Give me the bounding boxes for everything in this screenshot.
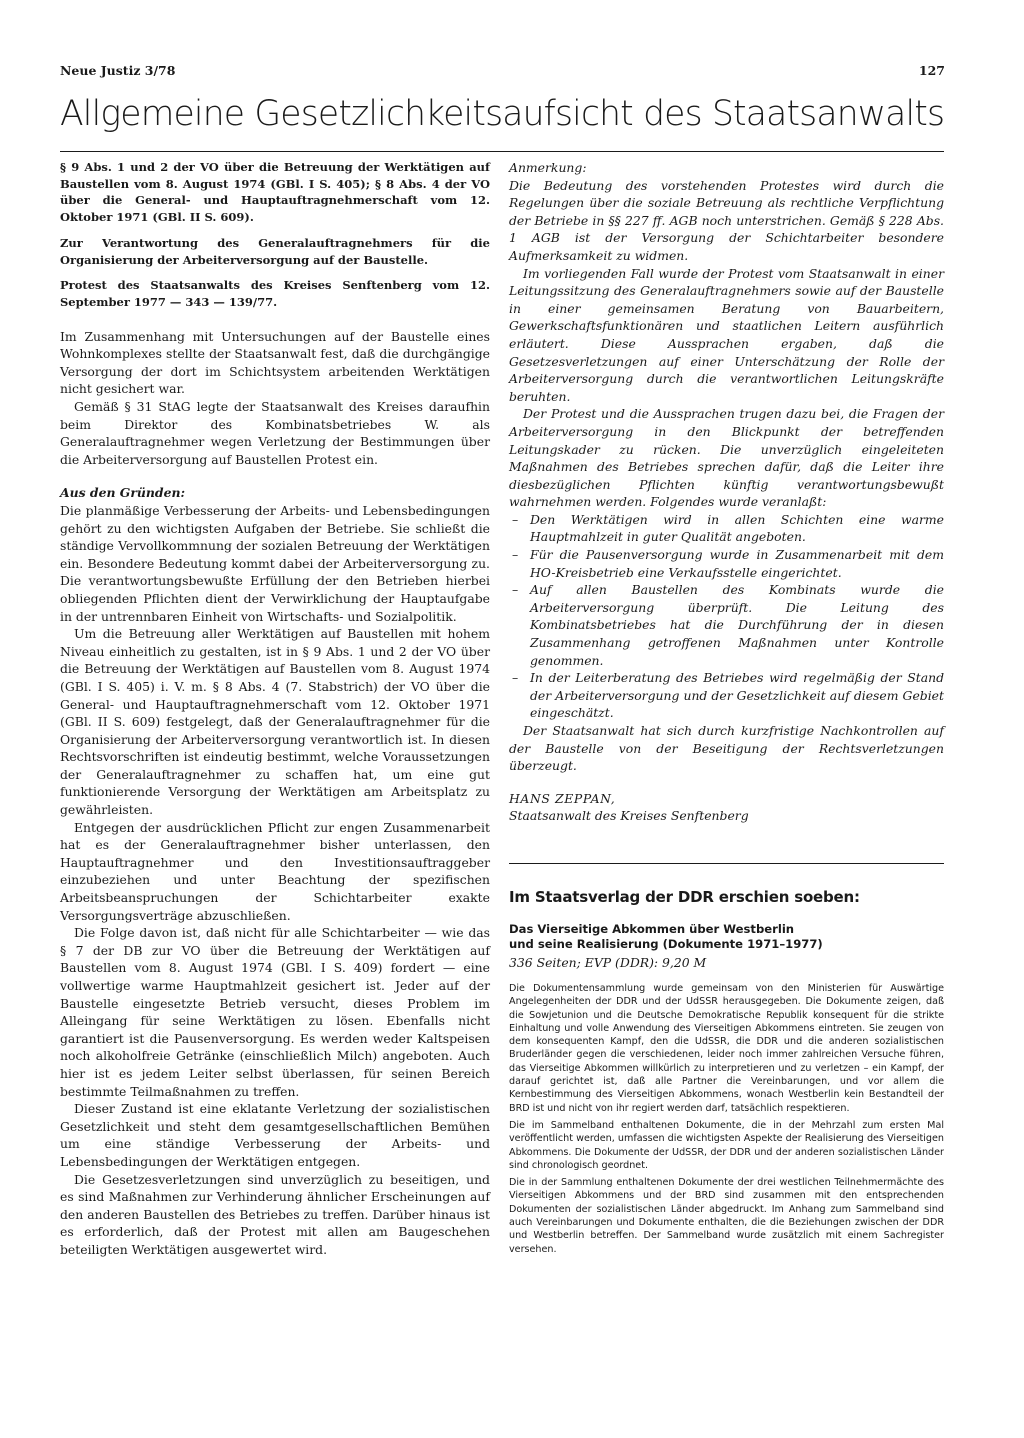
protest-citation: Protest des Staatsanwalts des Kreises Senftenberg vom 12. September 1977 — 343 — 139/77. (60, 278, 490, 309)
legal-references: § 9 Abs. 1 und 2 der VO über die Betreuung der Werktätigen auf Baustellen vom 8. August 1974 (GBl. I S. 405); § 8 Abs. 4 der VO über die General- und Hauptauftragnehmerschaft vom 12. Oktober 1971 (GBl. II S. 609). (60, 160, 490, 225)
left-column (60, 159, 490, 1259)
page-number: 127 (918, 63, 945, 78)
paragraph: Im vorliegenden Fall wurde der Protest vom Staatsanwalt in einer Leitungssitzung des Generalauftragnehmers sowie auf der Baustelle in einer gemeinsamen Beratung von Bauarbeitern, Gewerkschaftsfunktionären und staatlichen Leitern ausführlich erläutert. Diese Aussprachen ergaben, daß die Gesetzesverletzungen auf einer Unterschätzung der Rolle der Arbeiterversorgung durch die verantwortlichen Leitungskräfte beruhten. (509, 265, 944, 404)
title-rule (60, 151, 944, 152)
right-column (509, 159, 944, 825)
publisher-announcement (509, 888, 944, 1260)
paragraph: Die Bedeutung des vorstehenden Protestes wird durch die Regelungen über die soziale Betreuung als rechtliche Verpflichtung der Betriebe in §§ 227 ff. AGB noch unterstrichen. Gemäß § 228 Abs. 1 AGB ist der Versorgung der Schichtarbeiter besondere Aufmerksamkeit zu widmen. (509, 177, 944, 263)
paragraph: Die in der Sammlung enthaltenen Dokumente der drei westlichen Teilnehmermächte des Vierseitigen Abkommens und der BRD sind zusammen mit den entsprechenden Dokumenten der sozialistischen Länder abgedruckt. Im Anhang zum Sammelband sind auch Vereinbarungen und Dokumente enthalten, die die Beziehungen zwischen der DDR und Westberlin betreffen. Der Sammelband wurde zusätzlich mit einem Sachregister versehen. (509, 1177, 944, 1255)
book-title (509, 922, 944, 952)
author-role: Staatsanwalt des Kreises Senftenberg (509, 808, 749, 824)
running-header (60, 63, 945, 78)
author-name: HANS ZEPPAN, (509, 790, 616, 806)
paragraph: Die Dokumentensammlung wurde gemeinsam von den Ministerien für Auswärtige Angelegenheiten der DDR und der UdSSR herausgegeben. Die Dokumente zeigen, daß die Sowjetunion und die Deutsche Demokratische Republik konsequent für die strikte Einhaltung und volle Anwendung des Vierseitigen Abkommens eintreten. Sie zeugen von dem konsequenten Kampf, den die UdSSR, die DDR und die anderen sozialistischen Bruderländer gegen die verschiedenen, leider noch immer zahlreichen Versuche führen, das Vierseitige Abkommen willkürlich zu interpretieren und zu verletzen – ein Kampf, der darauf gerichtet ist, daß alle Partner die Vereinbarungen, und vor allem die Kernbestimmung des Vierseitigen Abkommens, wonach Westberlin kein Bestandteil der BRD ist und nicht von ihr regiert werden darf, tatsächlich respektieren. (509, 983, 944, 1114)
book-meta: 336 Seiten; EVP (DDR): 9,20 M (509, 955, 707, 970)
annotation-heading: Anmerkung: (509, 160, 587, 175)
book-title-line: und seine Realisierung (Dokumente 1971–1977) (509, 937, 823, 951)
paragraph: Die planmäßige Verbesserung der Arbeits- und Lebensbedingungen gehört zu den wichtigsten Aufgaben der Betriebe. Sie schließt die ständige Vervollkommnung der sozialen Betreuung der Werktätigen ein. Besondere Bedeutung kommt dabei der Arbeiterversorgung zu. Die verantwortungsbewußte Erfüllung der den Betrieben hierbei obliegenden Pflichten dient der Verwirklichung der Hauptaufgabe in der untrennbaren Einheit von Wirtschafts- und Sozialpolitik. (60, 502, 490, 624)
measures-list (509, 511, 944, 722)
paragraph: Um die Betreuung aller Werktätigen auf Baustellen mit hohem Niveau einheitlich zu gestalten, ist in § 9 Abs. 1 und 2 der VO über die Betreuung der Werktätigen auf Baustellen vom 8. August 1974 (GBl. I S. 405) i. V. m. § 8 Abs. 4 (7. Stabstrich) der VO über die General- und Hauptauftragnehmerschaft vom 12. Oktober 1971 (GBl. II S. 609) festgelegt, daß der Generalauftragnehmer für die Organisierung der Arbeiterversorgung verantwortlich ist. In diesen Rechtsvorschriften ist eindeutig bestimmt, welche Voraussetzungen der Generalauftragnehmer zu schaffen hat, um eine gut funktionierende Versorgung der Werktätigen am Arbeitsplatz zu gewährleisten. (60, 626, 490, 818)
list-item: – Auf allen Baustellen des Kombinats wurde die Arbeiterversorgung überprüft. Die Leitung des Kombinatsbetriebes hat die Durchführung der in diesen Zusammenhang getroffenen Maßnahmen unter Kontrolle genommen. (509, 581, 944, 669)
case-headline: Zur Verantwortung des Generalauftragnehmers für die Organisierung der Arbeiterversorgung auf der Baustelle. (60, 235, 490, 267)
book-description (509, 982, 944, 1256)
paragraph: Die im Sammelband enthaltenen Dokumente, die in der Mehrzahl zum ersten Mal veröffentlicht werden, umfassen die wichtigsten Aspekte der Realisierung des Vierseitigen Abkommens. Die Dokumente der UdSSR, der DDR und der anderen sozialistischen Länder sind chronologisch geordnet. (509, 1119, 944, 1171)
intro-text (60, 328, 490, 469)
case-header (60, 159, 490, 311)
journal-issue: Neue Justiz 3/78 (60, 63, 176, 78)
paragraph: Der Protest und die Aussprachen trugen dazu bei, die Fragen der Arbeiterversorgung in den Blickpunkt der betreffenden Leitungskader zu rücken. Die unverzüglich eingeleiteten Maßnahmen des Betriebes sprechen dafür, daß die Leiter ihre diesbezüglichen Pflichten künftig verantwortungsbewußt wahrnehmen werden. Folgendes wurde veranlaßt: (509, 406, 944, 510)
book-title-line: Das Vierseitige Abkommen über Westberlin (509, 922, 795, 936)
paragraph: Entgegen der ausdrücklichen Pflicht zur engen Zusammenarbeit hat es der Generalauftragnehmer bisher unterlassen, den Hauptauftragnehmer und den Investitionsauftraggeber einzubeziehen und unter Beachtung der spezifischen Arbeitsbeanspruchungen der Schichtarbeiter exakte Versorgungsverträge abzuschließen. (60, 819, 490, 923)
paragraph: Die Gesetzesverletzungen sind unverzüglich zu beseitigen, und es sind Maßnahmen zur Verhinderung ähnlicher Erscheinungen auf den anderen Baustellen des Betriebes zu treffen. Darüber hinaus ist es erforderlich, daß der Protest mit allen am Baugeschehen beteiligten Werktätigen ausgewertet wird. (60, 1171, 490, 1257)
reasons-heading: Aus den Gründen: (60, 485, 186, 501)
paragraph: Im Zusammenhang mit Untersuchungen auf der Baustelle eines Wohnkomplexes stellte der Staatsanwalt fest, daß die durchgängige Versorgung der dort im Schichtsystem arbeitenden Werktätigen nicht gesichert war. (60, 328, 490, 397)
reasons-text (60, 502, 490, 1259)
list-item: – Für die Pausenversorgung wurde in Zusammenarbeit mit dem HO-Kreisbetrieb eine Verkaufsstelle eingerichtet. (509, 546, 944, 581)
list-item: – In der Leiterberatung des Betriebes wird regelmäßig der Stand der Arbeiterversorgung und der Gesetzlichkeit auf diesem Gebiet eingeschätzt. (509, 669, 944, 722)
paragraph: Gemäß § 31 StAG legte der Staatsanwalt des Kreises daraufhin beim Direktor des Kombinatsbetriebes W. als Generalauftragnehmer wegen Verletzung der Bestimmungen über die Arbeiterversorgung auf Baustellen Protest ein. (60, 399, 490, 467)
section-divider (509, 863, 944, 864)
paragraph: Dieser Zustand ist eine eklatante Verletzung der sozialistischen Gesetzlichkeit und steht dem gesamtgesellschaftlichen Bemühen um eine ständige Verbesserung der Arbeits- und Lebensbedingungen der Werktätigen entgegen. (60, 1101, 490, 1169)
list-item: – Den Werktätigen wird in allen Schichten eine warme Hauptmahlzeit in guter Qualität angeboten. (509, 511, 944, 546)
annotation (509, 159, 944, 775)
page-title: Allgemeine Gesetzlichkeitsaufsicht des Staatsanwalts (60, 94, 945, 134)
paragraph: Die Folge davon ist, daß nicht für alle Schichtarbeiter — wie das § 7 der DB zur VO über die Betreuung der Werktätigen auf Baustellen vom 8. August 1974 (GBl. I S. 409) fordert — eine vollwertige warme Hauptmahlzeit gesichert ist. Jeder auf der Baustelle eingesetzte Betrieb versucht, dieses Problem im Alleingang für seine Werktätigen zu lösen. Ebenfalls nicht garantiert ist die Pausenversorgung. Es werden weder Kaltspeisen noch alkoholfreie Getränke (einschließlich Milch) angeboten. Auch hier ist es jedem Leiter selbst überlassen, für seinen Bereich bestimmte Teilmaßnahmen zu treffen. (60, 925, 490, 1099)
author-signature (509, 790, 944, 825)
announcement-heading: Im Staatsverlag der DDR erschien soeben: (509, 888, 860, 906)
closing-paragraph: Der Staatsanwalt hat sich durch kurzfristige Nachkontrollen auf der Baustelle von der Beseitigung der Rechtsverletzungen überzeugt. (509, 723, 944, 774)
